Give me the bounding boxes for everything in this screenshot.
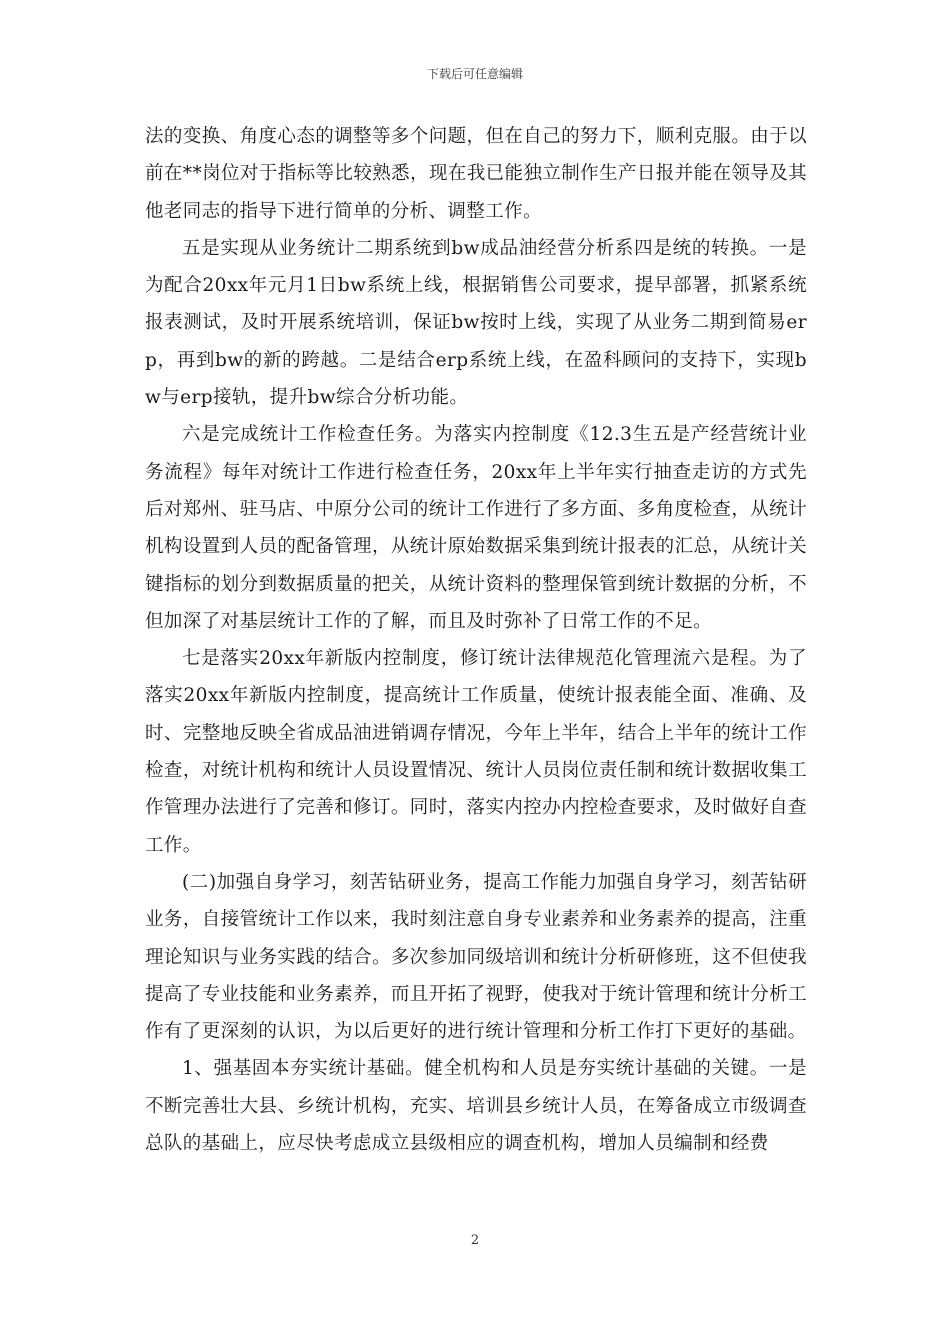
paragraph-4: 七是落实20xx年新版内控制度，修订统计法律规范化管理流六是程。为了落实20xx年新版内控制度，提高统计工作质量，使统计报表能全面、准确、及时、完整地反映全省成品油进销调存情况，今年上半年，结合上半年的统计工作检查，对统计机构和统计人员设置情况、统计人员岗位责任制和统计数据收集工作管理办法进行了完善和修订。同时，落实内控办内控检查要求，及时做好自查工作。: [145, 648, 807, 856]
paragraph-6: 1、强基固本夯实统计基础。健全机构和人员是夯实统计基础的关键。一是不断完善壮大县、乡统计机构，充实、培训县乡统计人员，在筹备成立市级调查总队的基础上，应尽快考虑成立县级相应的调查机构，增加人员编制和经费: [145, 1058, 807, 1155]
page-number: 2: [470, 1233, 480, 1248]
paragraph-1: 法的变换、角度心态的调整等多个问题，但在自己的努力下，顺利克服。由于以前在**岗位对于指标等比较熟悉，现在我已能独立制作生产日报并能在领导及其他老同志的指导下进行简单的分析、调整工作。: [145, 126, 807, 222]
paragraph-5: (二)加强自身学习，刻苦钻研业务，提高工作能力加强自身学习，刻苦钻研业务，自接管统计工作以来，我时刻注意自身专业素养和业务素养的提高，注重理论知识与业务实践的结合。多次参加同级培训和统计分析研修班，这不但使我提高了专业技能和业务素养，而且开拓了视野，使我对于统计管理和统计分析工作有了更深刻的认识，为以后更好的进行统计管理和分析工作打下更好的基础。: [145, 871, 807, 1043]
paragraph-2: 五是实现从业务统计二期系统到bw成品油经营分析系四是统的转换。一是为配合20xx年元月1日bw系统上线，根据销售公司要求，提早部署，抓紧系统报表测试，及时开展系统培训，保证bw按时上线，实现了从业务二期到简易erp，再到bw的新的跨越。二是结合erp系统上线，在盈科顾问的支持下，实现bw与erp接轨，提升bw综合分析功能。: [145, 237, 807, 409]
document-body: [145, 118, 807, 1162]
page-header: 下载后可任意编辑: [426, 67, 523, 81]
paragraph-3: 六是完成统计工作检查任务。为落实内控制度《12.3生五是产经营统计业务流程》每年对统计工作进行检查任务，20xx年上半年实行抽查走访的方式先后对郑州、驻马店、中原分公司的统计工作进行了多方面、多角度检查，从统计机构设置到人员的配备管理，从统计原始数据采集到统计报表的汇总，从统计关键指标的划分到数据质量的把关，从统计资料的整理保管到统计数据的分析，不但加深了对基层统计工作的了解，而且及时弥补了日常工作的不足。: [145, 424, 807, 632]
